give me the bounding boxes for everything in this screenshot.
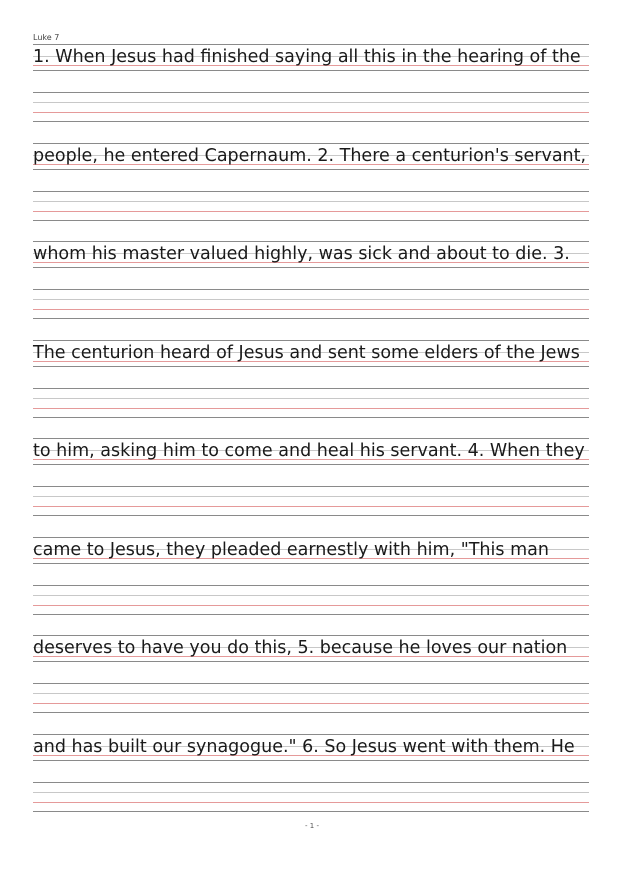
scripture-text-line: whom his master valued highly, was sick and about to die. 3. [33, 244, 570, 264]
guide-line [33, 614, 589, 615]
guide-line [33, 267, 589, 268]
guide-line [33, 340, 589, 341]
guide-line [33, 792, 589, 793]
practice-line-block [33, 438, 589, 518]
guide-line [33, 92, 589, 93]
scripture-text-line: and has built our synagogue." 6. So Jesus went with them. He [33, 736, 575, 757]
practice-line-block [33, 340, 589, 420]
guide-line [33, 595, 589, 596]
guide-line [33, 703, 589, 704]
guide-line [33, 585, 589, 586]
guide-line [33, 760, 589, 761]
scripture-text-line: to him, asking him to come and heal his servant. 4. When they [33, 441, 585, 461]
guide-line [33, 201, 589, 202]
guide-line [33, 366, 589, 367]
guide-line [33, 605, 589, 606]
guide-line [33, 121, 589, 122]
guide-line [33, 712, 589, 713]
guide-line [33, 563, 589, 564]
guide-line [33, 464, 589, 465]
guide-line [33, 318, 589, 319]
guide-line [33, 309, 589, 310]
guide-line [33, 417, 589, 418]
guide-line [33, 169, 589, 170]
guide-line [33, 299, 589, 300]
practice-line-block [33, 44, 589, 124]
guide-line [33, 802, 589, 803]
guide-line [33, 388, 589, 389]
guide-line [33, 112, 589, 113]
page-number: - 1 - [305, 822, 319, 830]
guide-line [33, 811, 589, 812]
guide-line [33, 70, 589, 71]
guide-line [33, 44, 589, 45]
guide-line [33, 661, 589, 662]
guide-line [33, 683, 589, 684]
practice-line-block [33, 143, 589, 223]
guide-line [33, 438, 589, 439]
guide-line [33, 496, 589, 497]
practice-line-block [33, 734, 589, 814]
scripture-text-line: 1. When Jesus had finished saying all this in the hearing of the [33, 47, 581, 67]
guide-line [33, 635, 589, 636]
scripture-text-line: people, he entered Capernaum. 2. There a centurion's servant, [33, 145, 587, 166]
guide-line [33, 102, 589, 103]
guide-line [33, 515, 589, 516]
guide-line [33, 241, 589, 242]
chapter-label: Luke 7 [33, 33, 60, 42]
guide-line [33, 289, 589, 290]
guide-line [33, 693, 589, 694]
guide-line [33, 486, 589, 487]
practice-line-block [33, 635, 589, 715]
guide-line [33, 191, 589, 192]
guide-line [33, 506, 589, 507]
scripture-text-line: deserves to have you do this, 5. because he loves our nation [33, 638, 568, 658]
guide-line [33, 220, 589, 221]
guide-line [33, 398, 589, 399]
practice-line-block [33, 241, 589, 321]
guide-line [33, 211, 589, 212]
guide-line [33, 782, 589, 783]
scripture-text-line: The centurion heard of Jesus and sent some elders of the Jews [33, 342, 580, 363]
scripture-text-line: came to Jesus, they pleaded earnestly with him, "This man [33, 539, 549, 560]
guide-line [33, 143, 589, 144]
guide-line [33, 734, 589, 735]
guide-line [33, 537, 589, 538]
guide-line [33, 408, 589, 409]
practice-line-block [33, 537, 589, 617]
